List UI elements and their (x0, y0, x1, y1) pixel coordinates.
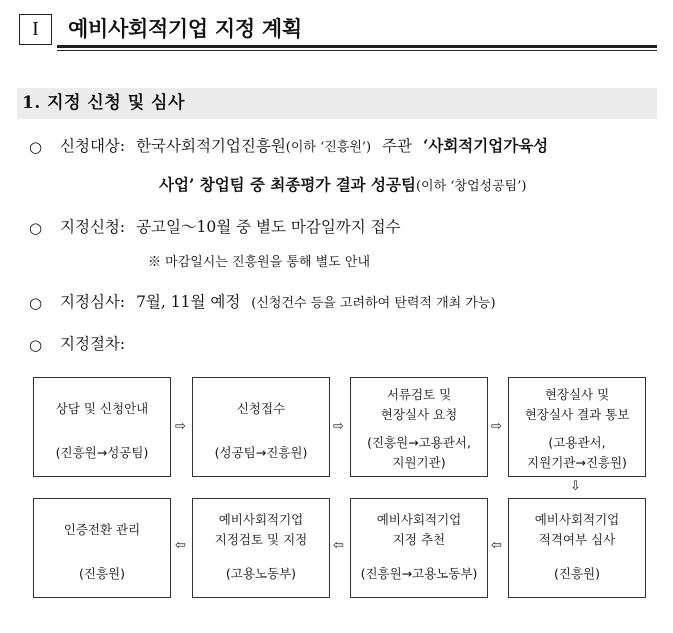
flow-step-label: 예비사회적기업 (534, 512, 620, 527)
flow-step-label: 신청접수 (236, 401, 286, 416)
flow-step-actor: (진흥원) (79, 566, 125, 581)
flow-step-label: 적격여부 심사 (538, 532, 616, 547)
arrow-left-icon: ⇦ (491, 538, 502, 553)
bullet-text: 한국사회적기업진흥원 (136, 137, 286, 155)
bullet-review (60, 291, 496, 315)
bullet-label: 신청대상: (60, 137, 126, 155)
flow-step-doc-review (350, 377, 488, 477)
flow-step-actor: (진흥원→고용노동부) (360, 566, 478, 581)
flow-step-label: 상담 및 신청안내 (55, 401, 149, 416)
flow-step-actor: (고용관서, (548, 435, 606, 450)
bullet-text: 공고일～10월 중 별도 마감일까지 접수 (136, 218, 401, 236)
flow-step-label: 지정 추천 (392, 532, 446, 547)
arrow-left-icon: ⇦ (175, 538, 186, 553)
flow-step-label: 예비사회적기업 (376, 512, 462, 527)
section-numeral-box: I (19, 14, 52, 45)
flow-step-label: 예비사회적기업 (218, 512, 304, 527)
flow-step-actor: 지원기관→진흥원) (527, 455, 627, 470)
flow-step-label: 지정검토 및 지정 (214, 532, 308, 547)
title-underline-thick (57, 45, 657, 48)
flow-step-actor: (진흥원→성공팀) (55, 445, 149, 460)
flow-step-recommendation (350, 498, 488, 598)
bullet-text: (이하 ‘창업성공팀’) (415, 179, 527, 194)
arrow-right-icon: ⇨ (491, 419, 502, 434)
flow-step-label: 인증전환 관리 (63, 522, 141, 537)
bullet-text: (이하 ‘진흥원’) (285, 140, 372, 155)
arrow-down-icon: ⇩ (570, 479, 581, 494)
section-heading: 1. 지정 신청 및 심사 (22, 93, 185, 113)
bullet-label: 지정절차: (60, 335, 126, 353)
flow-step-actor: (고용노동부) (225, 566, 297, 581)
bullet-text: 7월, 11월 예정 (136, 293, 241, 311)
flow-step-actor: (성공팀→진흥원) (214, 445, 308, 460)
flow-step-label: 현장실사 결과 통보 (524, 407, 630, 422)
flow-step-site-inspection (508, 377, 646, 477)
bullet-circle-icon: ○ (29, 294, 43, 312)
bullet-circle-icon: ○ (29, 336, 43, 354)
bullet-text: 주관 (382, 137, 413, 155)
arrow-right-icon: ⇨ (333, 419, 344, 434)
flow-step-actor: 지원기관) (392, 455, 446, 470)
flow-step-consult (33, 377, 171, 477)
bullet-note: ※ 마감일시는 진흥원을 통해 별도 안내 (148, 255, 371, 270)
bullet-text: (신청건수 등을 고려하여 탄력적 개최 가능) (251, 296, 496, 311)
bullet-label: 지정신청: (60, 218, 126, 236)
bullet-label: 지정심사: (60, 293, 126, 311)
flow-step-cert-management (33, 498, 171, 598)
bullet-apply-target-cont (159, 174, 526, 198)
bullet-apply-target (60, 135, 548, 159)
arrow-left-icon: ⇦ (333, 538, 344, 553)
bullet-procedure (60, 333, 125, 355)
flow-step-receive (192, 377, 330, 477)
flow-step-label: 현장실사 요청 (380, 407, 458, 422)
bullet-text-bold: ‘사회적기업가육성 (422, 136, 549, 155)
arrow-right-icon: ⇨ (175, 419, 186, 434)
bullet-text-bold: 사업’ 창업팀 중 최종평가 결과 성공팀 (159, 175, 416, 194)
flow-step-label: 서류검토 및 (386, 387, 452, 402)
bullet-circle-icon: ○ (29, 138, 43, 156)
flow-step-label: 현장실사 및 (544, 387, 610, 402)
bullet-apply-period (60, 216, 401, 238)
flow-step-actor: (진흥원→고용관서, (367, 435, 471, 450)
flow-step-actor: (진흥원) (554, 566, 600, 581)
bullet-circle-icon: ○ (29, 219, 43, 237)
page-title: 예비사회적기업 지정 계획 (68, 17, 302, 41)
flow-step-eligibility-review (508, 498, 646, 598)
flow-step-designation (192, 498, 330, 598)
title-underline-thin (57, 50, 657, 51)
